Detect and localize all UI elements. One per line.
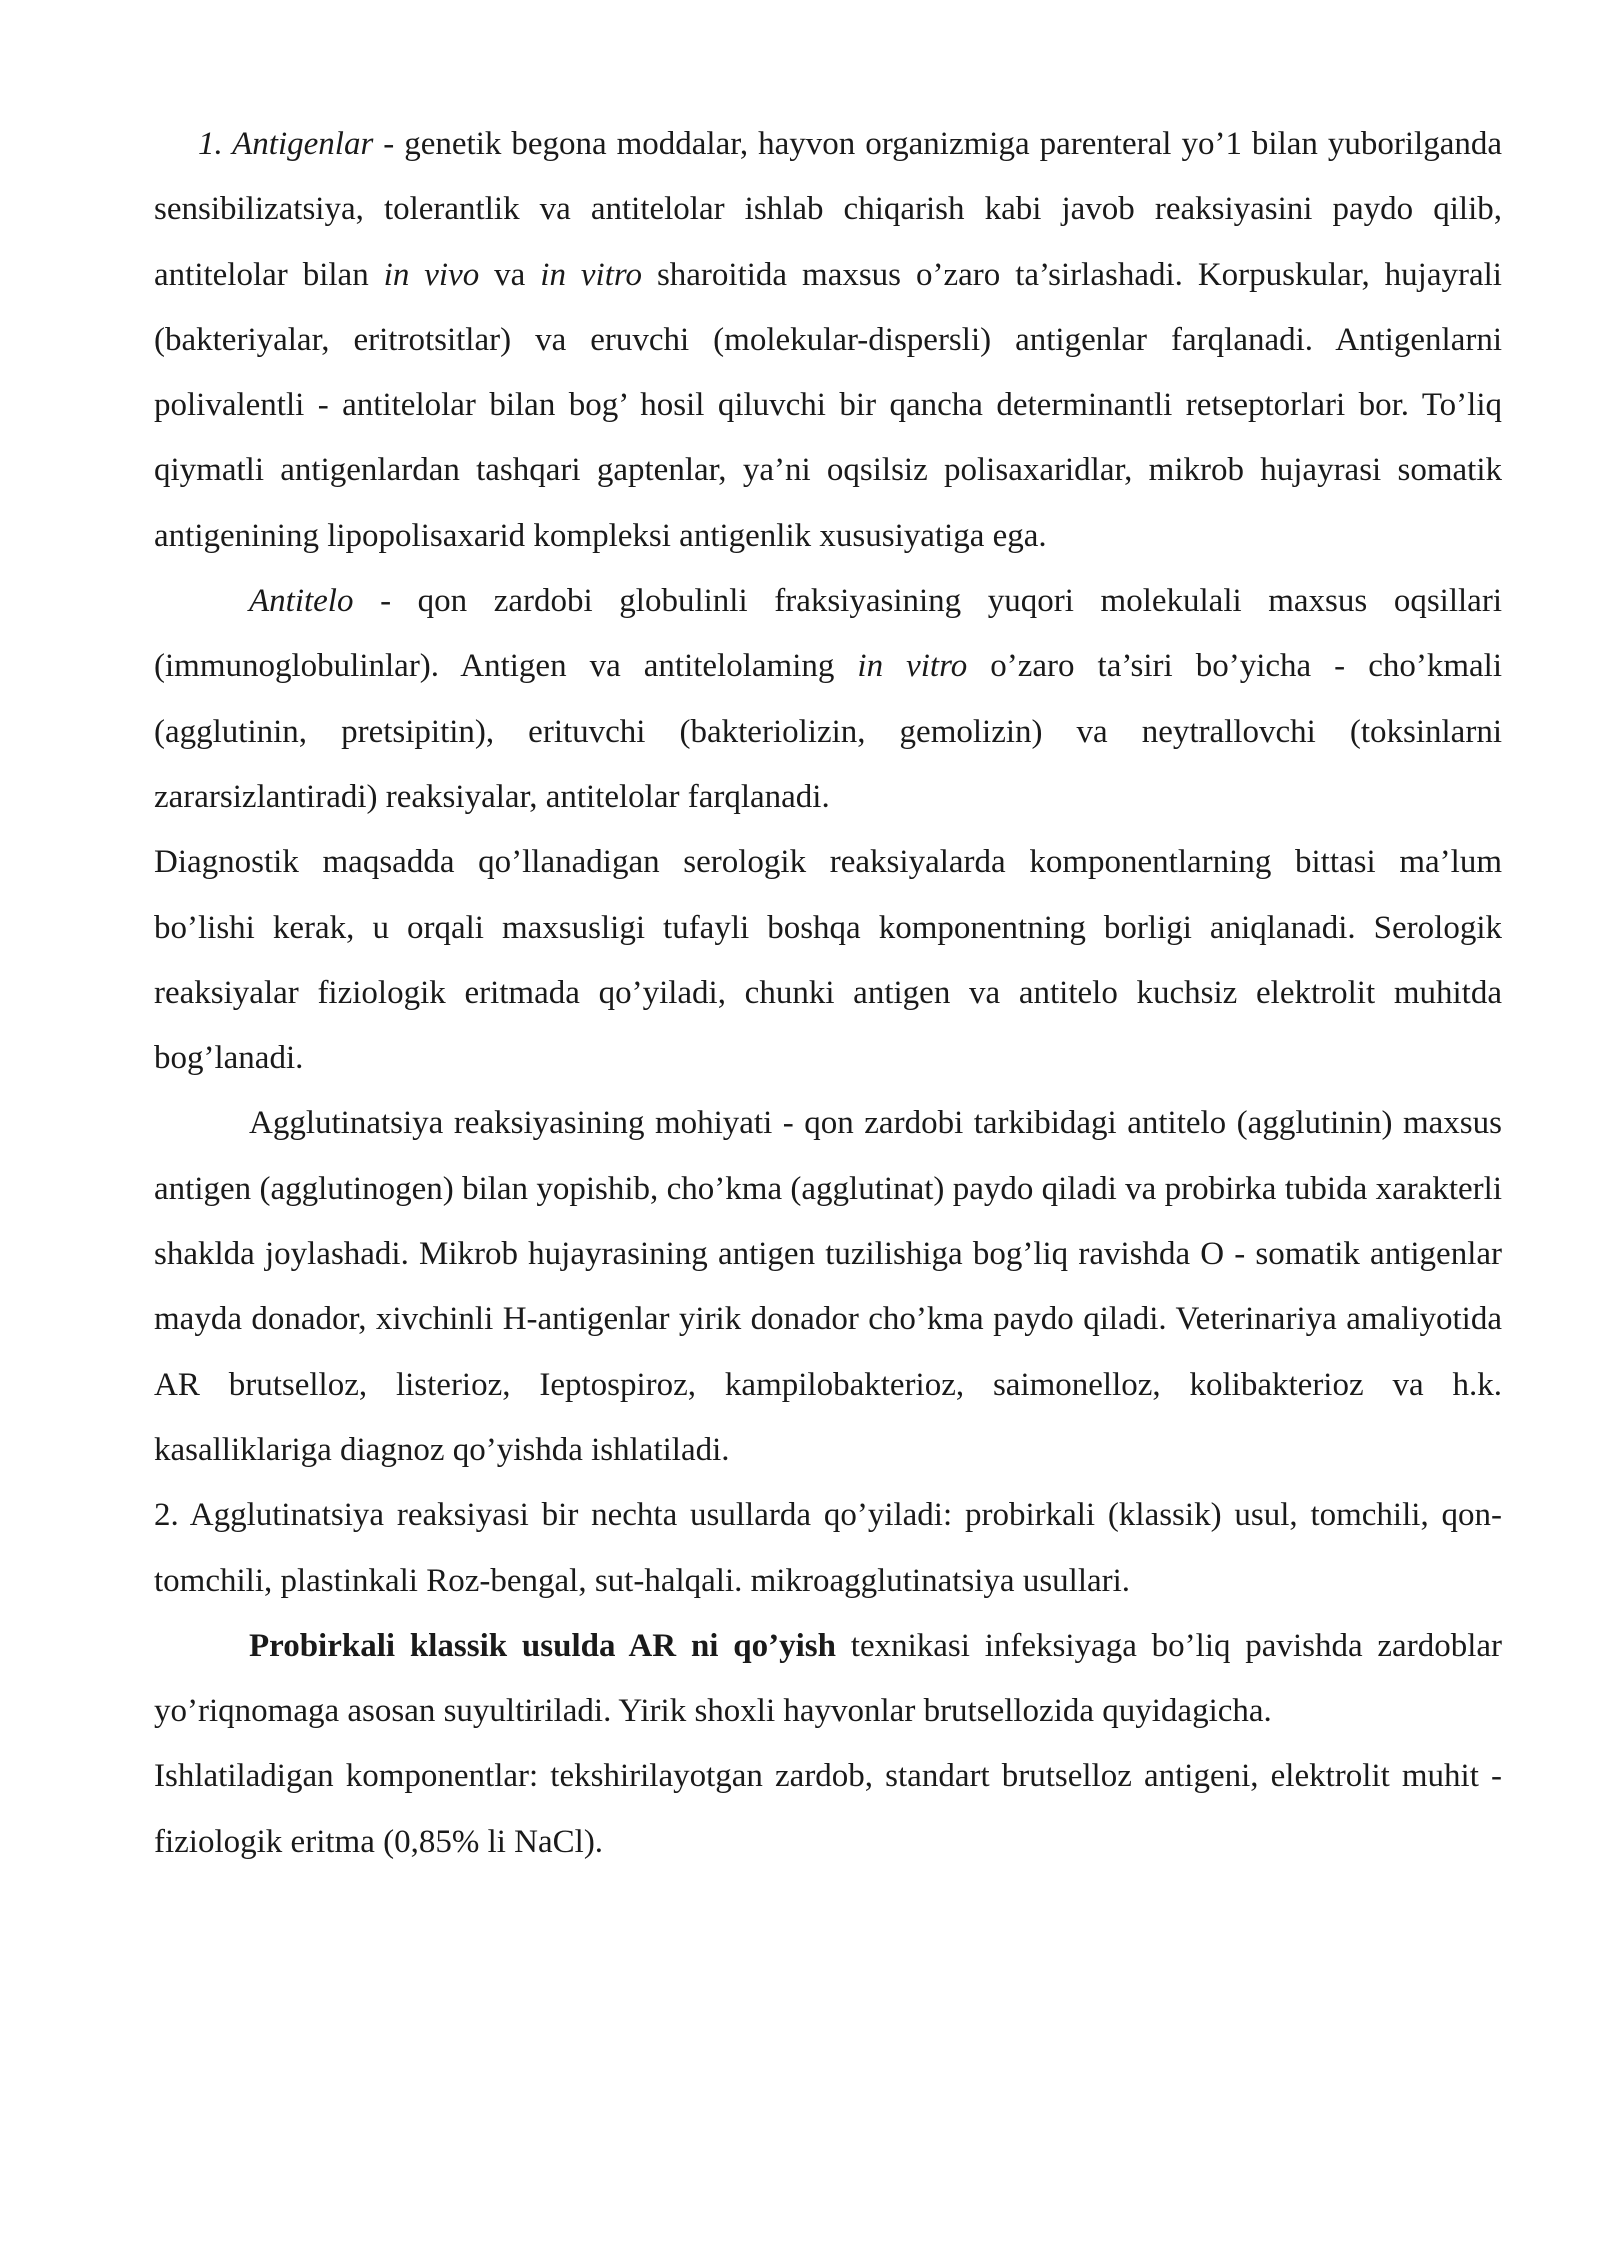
text-run: 2. Agglutinatsiya reaksiyasi bir nechta usullarda qo’yiladi: probirkali (klassik) usul, tomchili, qon-tomchili, plastinkali Roz-bengal, sut-halqali. mikroagglutinatsiya usullari. bbox=[154, 1497, 1502, 1599]
text-run: texnikasi infeksiyaga bo’liq pavishda zardoblar yo’riqnomaga asosan suyultiriladi. Yirik shoxli hayvonlar brutsellozida quyidagicha. bbox=[154, 1627, 1502, 1730]
paragraph-components bbox=[154, 1744, 1502, 1875]
text-run: - genetik begona moddalar, hayvon organizmiga parenteral yo’1 bilan yuborilganda sensibilizatsiya, tolerantlik va antitelolar ishlab chiqarish kabi javob reaksiyasini paydo qilib, antitelolar bilan bbox=[154, 126, 1503, 293]
paragraph-antigen-definition bbox=[154, 112, 1502, 569]
text-run: va bbox=[479, 256, 541, 293]
in-vitro-term: in vitro bbox=[857, 648, 968, 685]
document-page bbox=[154, 112, 1502, 1875]
paragraph-tube-method bbox=[154, 1614, 1502, 1745]
text-run: o’zaro ta’siri bo’yicha - cho’kmali (agglutinin, pretsipitin), erituvchi (bakteriolizin, gemolizin) va neytrallovchi (toksinlarni zararsizlantiradi) reaksiyalar, antitelolar farqlanadi. bbox=[154, 648, 1502, 815]
paragraph-agglutination-essence bbox=[154, 1091, 1502, 1483]
text-run: sharoitida maxsus o’zaro ta’sirlashadi. Korpuskular, hujayrali (bakteriyalar, eritrotsitlar) va eruvchi (molekular-dispersli) antigenlar farqlanadi. Antigenlarni polivalentli - antitelolar bilan bog’ hosil qiluvchi bir qancha determinantli retseptorlari bor. To’liq qiymatli antigenlardan tashqari gaptenlar, ya’ni oqsilsiz polisaxaridlar, mikrob hujayrasi somatik antigenining lipopolisaxarid kompleksi antigenlik xususiyatiga ega. bbox=[154, 256, 1502, 554]
antitelo-term: Antitelo bbox=[249, 583, 354, 620]
text-run: Diagnostik maqsadda qo’llanadigan serologik reaksiyalarda komponentlarning bittasi ma’lum bo’lishi kerak, u orqali maxsusligi tufayli boshqa komponentning borligi aniqlanadi. Serologik reaksiyalar fiziologik eritmada qo’yiladi, chunki antigen va antitelo kuchsiz elektrolit muhitda bog’lanadi. bbox=[154, 844, 1502, 1077]
text-run: Agglutinatsiya reaksiyasining mohiyati - qon zardobi tarkibidagi antitelo (agglutinin) maxsus antigen (agglutinogen) bilan yopishib, cho’kma (agglutinat) paydo qiladi va probirka tubida xarakterli shaklda joylashadi. Mikrob hujayrasining antigen tuzilishiga bog’liq ravishda O - somatik antigenlar mayda donador, xivchinli H-antigenlar yirik donador cho’kma paydo qiladi. Veterinariya amaliyotida AR brutselloz, listerioz, Ieptospiroz, kampilobakterioz, saimonelloz, kolibakterioz va h.k. kasalliklariga diagnoz qo’yishda ishlatiladi. bbox=[154, 1105, 1502, 1468]
tube-method-heading: Probirkali klassik usulda AR ni qo’yish bbox=[249, 1627, 836, 1664]
paragraph-agglutination-methods bbox=[154, 1483, 1502, 1614]
text-run: - qon zardobi globulinli fraksiyasining yuqori molekulali maxsus oqsillari (immunoglobulinlar). Antigen va antitelolaming bbox=[154, 583, 1502, 685]
in-vitro-term: in vitro bbox=[540, 256, 642, 293]
paragraph-antitelo-definition bbox=[154, 569, 1502, 830]
text-run: Ishlatiladigan komponentlar: tekshirilayotgan zardob, standart brutselloz antigeni, elektrolit muhit - fiziologik eritma (0,85% li NaCl). bbox=[154, 1758, 1502, 1860]
in-vivo-term: in vivo bbox=[383, 256, 480, 293]
paragraph-diagnostic-purpose bbox=[154, 830, 1502, 1091]
antigen-term: 1. Antigenlar bbox=[198, 126, 374, 162]
